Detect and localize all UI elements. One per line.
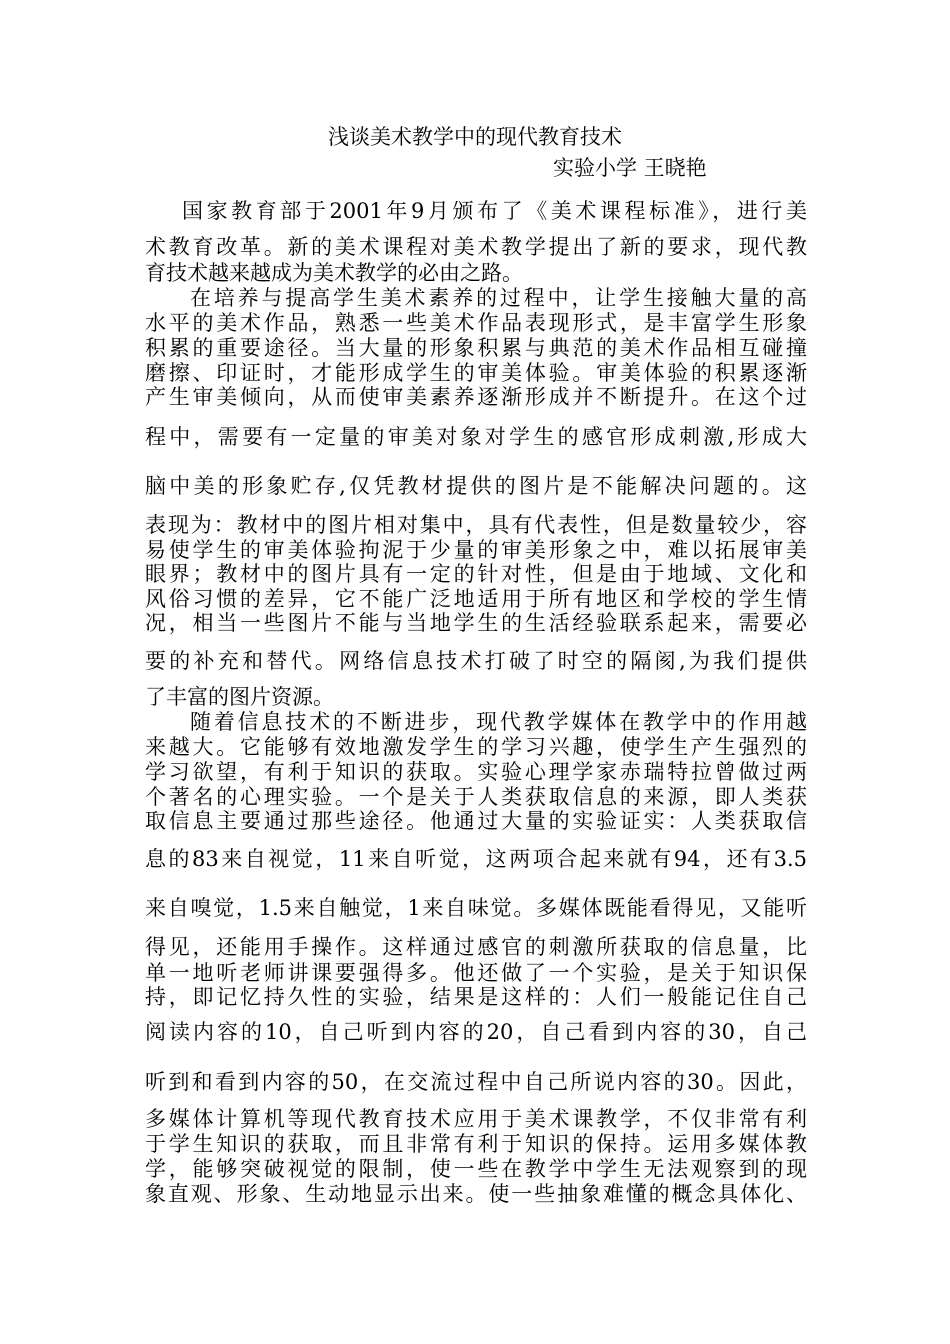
text-line: 多媒体计算机等现代教育技术应用于美术课教学，不仅非常有利 [145, 1107, 807, 1131]
text-line: 于学生知识的获取，而且非常有利于知识的保持。运用多媒体教 [145, 1132, 807, 1156]
text-line: 育技术越来越成为美术教学的必由之路。 [145, 261, 523, 285]
text-line: 产生审美倾向，从而使审美素养逐渐形成并不断提升。在这个过 [145, 385, 807, 409]
text-line: 学，能够突破视觉的限制，使一些在教学中学生无法观察到的现 [145, 1157, 807, 1181]
text-line: 听到和看到内容的50，在交流过程中自己所说内容的30。因此， [145, 1070, 807, 1094]
text-line: 要的补充和替代。网络信息技术打破了时空的隔阂,为我们提供 [145, 649, 807, 673]
text-line: 学习欲望，有利于知识的获取。实验心理学家赤瑞特拉曾做过两 [145, 760, 807, 784]
text-line: 单一地听老师讲课要强得多。他还做了一个实验，是关于知识保 [145, 961, 807, 985]
text-line: 国家教育部于2001年9月颁布了《美术课程标准》，进行美 [182, 199, 807, 223]
document-title: 浅谈美术教学中的现代教育技术 [328, 125, 622, 149]
text-line: 脑中美的形象贮存,仅凭教材提供的图片是不能解决问题的。这 [145, 474, 807, 498]
text-line: 息的83来自视觉，11来自听觉，这两项合起来就有94，还有3.5 [145, 847, 807, 871]
text-line: 程中，需要有一定量的审美对象对学生的感官形成刺激,形成大 [145, 425, 807, 449]
text-line: 得见，还能用手操作。这样通过感官的刺激所获取的信息量，比 [145, 935, 807, 959]
text-line: 眼界；教材中的图片具有一定的针对性，但是由于地域、文化和 [145, 562, 807, 586]
text-line: 个著名的心理实验。一个是关于人类获取信息的来源，即人类获 [145, 785, 807, 809]
text-line: 随着信息技术的不断进步，现代教学媒体在教学中的作用越 [190, 710, 807, 734]
text-line: 了丰富的图片资源。 [145, 685, 334, 709]
document-author: 实验小学 王晓艳 [553, 156, 707, 180]
text-line: 易使学生的审美体验拘泥于少量的审美形象之中，难以拓展审美 [145, 538, 807, 562]
text-line: 表现为：教材中的图片相对集中，具有代表性，但是数量较少，容 [145, 513, 807, 537]
text-line: 况，相当一些图片不能与当地学生的生活经验联系起来，需要必 [145, 611, 807, 635]
text-line: 持，即记忆持久性的实验，结果是这样的：人们一般能记住自己 [145, 985, 807, 1009]
text-line: 积累的重要途径。当大量的形象积累与典范的美术作品相互碰撞 [145, 336, 807, 360]
text-line: 象直观、形象、生动地显示出来。使一些抽象难懂的概念具体化、 [145, 1182, 807, 1206]
text-line: 来越大。它能够有效地激发学生的学习兴趣，使学生产生强烈的 [145, 735, 807, 759]
text-line: 水平的美术作品，熟悉一些美术作品表现形式，是丰富学生形象 [145, 311, 807, 335]
text-line: 阅读内容的10，自己听到内容的20，自己看到内容的30，自己 [145, 1020, 807, 1044]
text-line: 取信息主要通过那些途径。他通过大量的实验证实：人类获取信 [145, 809, 807, 833]
text-line: 在培养与提高学生美术素养的过程中，让学生接触大量的高 [190, 286, 807, 310]
text-line: 术教育改革。新的美术课程对美术教学提出了新的要求，现代教 [145, 235, 807, 259]
text-line: 风俗习惯的差异，它不能广泛地适用于所有地区和学校的学生情 [145, 587, 807, 611]
text-line: 磨擦、印证时，才能形成学生的审美体验。审美体验的积累逐渐 [145, 361, 807, 385]
text-line: 来自嗅觉，1.5来自触觉，1来自味觉。多媒体既能看得见，又能听 [145, 896, 807, 920]
